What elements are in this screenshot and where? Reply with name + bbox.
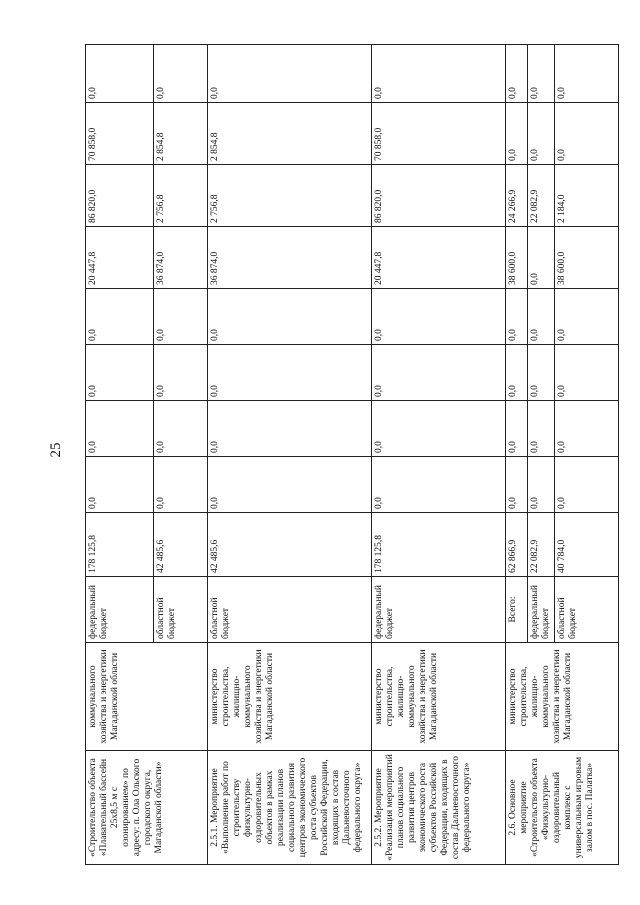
funding-source: областной бюджет [208, 577, 372, 643]
value-cell: 0,0 [372, 345, 506, 401]
value-cell: 0,0 [154, 401, 208, 457]
value-cell: 0,0 [528, 457, 555, 513]
table-row [506, 45, 528, 865]
funding-source: областной бюджет [555, 577, 619, 643]
value-cell: 86 820,0 [372, 165, 506, 227]
value-cell: 0,0 [528, 345, 555, 401]
value-cell: 0,0 [372, 457, 506, 513]
executor: министерство строительства, жилищно-коммунального хозяйства и энергетики Магаданской области [506, 643, 619, 751]
value-cell: 38 600,0 [506, 227, 528, 289]
value-cell: 0,0 [372, 401, 506, 457]
value-cell: 36 874,0 [154, 227, 208, 289]
activity-name: «Строительство объекта «Плавательный бассейн 25х8,5 м с озонированием» по адресу: п. Ола Ольского городского округа, Магаданской области» [86, 751, 208, 865]
value-cell: 0,0 [154, 45, 208, 103]
value-cell: 24 266,9 [506, 165, 528, 227]
funding-source: федеральный бюджет [528, 577, 555, 643]
funding-source: федеральный бюджет [372, 577, 506, 643]
value-cell: 0,0 [555, 45, 619, 103]
value-cell: 0,0 [555, 401, 619, 457]
value-cell: 0,0 [506, 289, 528, 345]
budget-table [85, 44, 619, 865]
funding-source: федеральный бюджет [86, 577, 154, 643]
value-cell: 0,0 [154, 289, 208, 345]
activity-name: 2.5.1. Мероприятие «Выполнение работ по строительству физкультурно-оздоровительных объектов в рамках реализации планов социального развития центров экономического роста субъектов Российской Федерации, входящих в состав Дальневосточного федерального округа» [208, 751, 372, 865]
value-cell: 62 866,9 [506, 513, 528, 577]
value-cell: 2 756,8 [208, 165, 372, 227]
value-cell: 0,0 [528, 401, 555, 457]
value-cell: 0,0 [506, 345, 528, 401]
value-cell: 2 756,8 [154, 165, 208, 227]
value-cell: 0,0 [555, 457, 619, 513]
value-cell: 0,0 [528, 289, 555, 345]
value-cell: 0,0 [506, 103, 528, 165]
funding-source: Всего: [506, 577, 528, 643]
value-cell: 38 600,0 [555, 227, 619, 289]
value-cell: 178 125,8 [86, 513, 154, 577]
value-cell: 2 184,0 [555, 165, 619, 227]
value-cell: 22 082,9 [528, 513, 555, 577]
value-cell: 0,0 [208, 45, 372, 103]
value-cell: 0,0 [86, 289, 154, 345]
value-cell: 2 854,8 [154, 103, 208, 165]
value-cell: 0,0 [154, 345, 208, 401]
value-cell: 0,0 [506, 457, 528, 513]
value-cell: 70 858,0 [372, 103, 506, 165]
value-cell: 40 784,0 [555, 513, 619, 577]
value-cell: 0,0 [208, 401, 372, 457]
value-cell: 0,0 [555, 103, 619, 165]
value-cell: 42 485,6 [208, 513, 372, 577]
value-cell: 20 447,8 [86, 227, 154, 289]
value-cell: 0,0 [528, 45, 555, 103]
value-cell: 0,0 [555, 345, 619, 401]
value-cell: 0,0 [555, 289, 619, 345]
value-cell: 86 820,0 [86, 165, 154, 227]
executor: министерство строительства, жилищно-коммунального хозяйства и энергетики Магаданской области [372, 643, 506, 751]
activity-name: 2.5.2. Мероприятие «Реализация мероприятий планов социального развития центров экономического роста субъектов Российской Федерации, входящих в состав Дальневосточного федерального округа» [372, 751, 506, 865]
rotated-sheet [85, 45, 595, 865]
value-cell: 0,0 [208, 457, 372, 513]
value-cell: 0,0 [208, 289, 372, 345]
value-cell: 0,0 [372, 289, 506, 345]
value-cell: 0,0 [86, 45, 154, 103]
value-cell: 0,0 [528, 227, 555, 289]
activity-name: 2.6. Основное мероприятие «Строительство объекта «Физкультурно-оздоровительный комплекс с универсальным игровым залом в пос. Палатка» [506, 751, 619, 865]
value-cell: 178 125,8 [372, 513, 506, 577]
value-cell: 0,0 [506, 401, 528, 457]
value-cell: 0,0 [372, 45, 506, 103]
value-cell: 36 874,0 [208, 227, 372, 289]
value-cell: 22 082,9 [528, 165, 555, 227]
value-cell: 0,0 [506, 45, 528, 103]
table-row [372, 45, 506, 865]
executor: коммунального хозяйства и энергетики Магаданской области [86, 643, 208, 751]
budget-table-wrap [85, 45, 595, 865]
value-cell: 0,0 [208, 345, 372, 401]
value-cell: 0,0 [86, 345, 154, 401]
table-row [208, 45, 372, 865]
value-cell: 2 854,8 [208, 103, 372, 165]
value-cell: 0,0 [86, 457, 154, 513]
table-row [86, 45, 154, 865]
value-cell: 20 447,8 [372, 227, 506, 289]
funding-source: областной бюджет [154, 577, 208, 643]
page-number: 25 [48, 442, 64, 458]
value-cell: 42 485,6 [154, 513, 208, 577]
executor: министерство строительства, жилищно-коммунального хозяйства и энергетики Магаданской области [208, 643, 372, 751]
value-cell: 70 858,0 [86, 103, 154, 165]
value-cell: 0,0 [528, 103, 555, 165]
value-cell: 0,0 [154, 457, 208, 513]
value-cell: 0,0 [86, 401, 154, 457]
